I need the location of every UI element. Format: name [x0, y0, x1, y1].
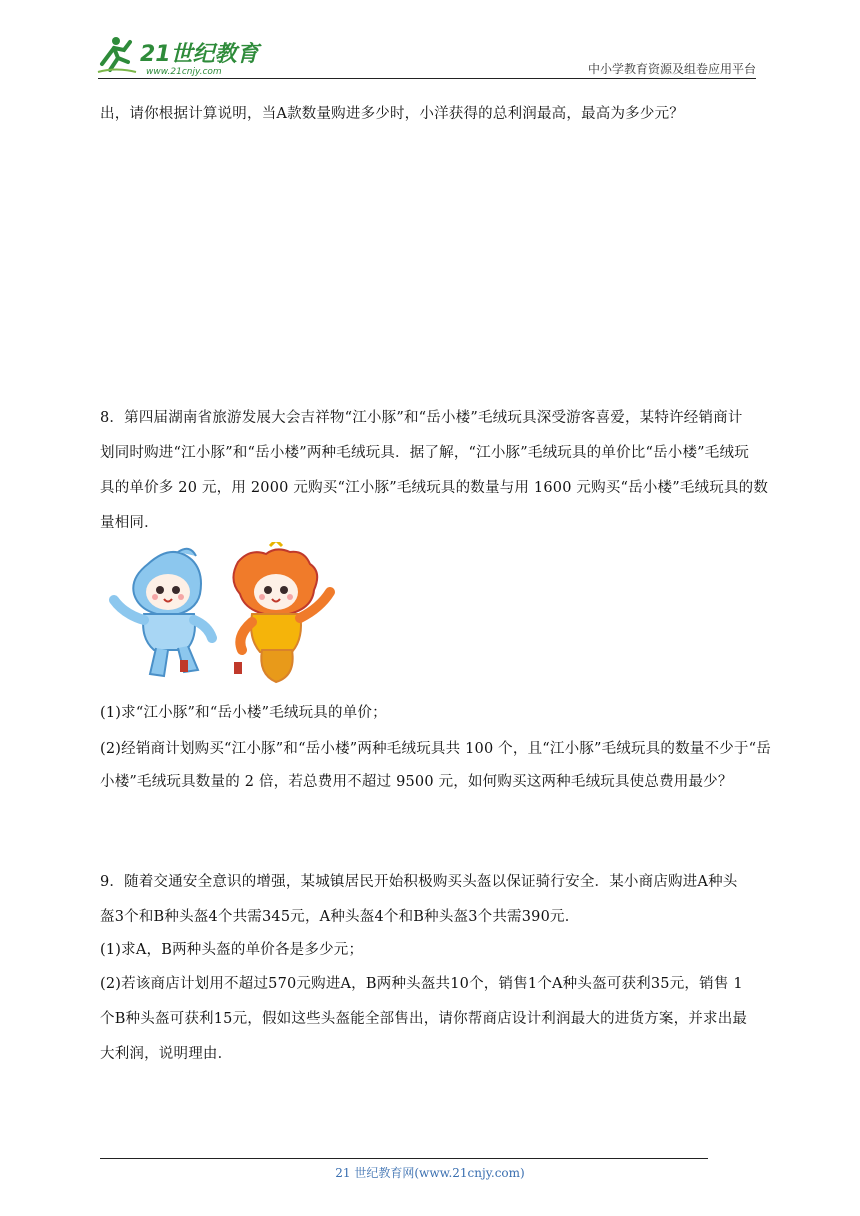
svg-text:www.21cnjy.com: www.21cnjy.com: [146, 67, 222, 77]
q8-line4: 量相同．: [100, 515, 159, 531]
svg-text:21世纪教育: 21世纪教育: [140, 42, 259, 67]
q8-line1: 8．第四届湖南省旅游发展大会吉祥物“江小豚”和“岳小楼”毛绒玩具深受游客喜爱，某特许经销商计: [100, 410, 743, 426]
footer-text[interactable]: 21 世纪教育网(www.21cnjy.com): [335, 1166, 525, 1180]
q8-line3: 具的单价多 20 元，用 2000 元购买“江小豚”毛绒玩具的数量与用 1600 元购买“岳小楼”毛绒玩具的数: [100, 480, 769, 496]
platform-name: 中小学教育资源及组卷应用平台: [587, 62, 756, 76]
q8-part1: (1)求“江小豚”和“岳小楼”毛绒玩具的单价；: [100, 705, 387, 721]
q9-part1: (1)求A，B两种头盔的单价各是多少元；: [100, 942, 364, 958]
mascot-image: [100, 542, 345, 692]
q8-part2-line1: (2)经销商计划购买“江小豚”和“岳小楼”两种毛绒玩具共 100 个，且“江小豚”毛绒玩具的数量不少于“岳: [100, 741, 771, 757]
q8-part2-line2: 小楼”毛绒玩具数量的 2 倍，若总费用不超过 9500 元，如何购买这两种毛绒玩具使总费用最少？: [100, 774, 733, 790]
q7-tail: 出，请你根据计算说明，当A款数量购进多少时，小洋获得的总利润最高，最高为多少元？: [100, 106, 684, 122]
yuexiaolou-mascot: [233, 542, 330, 682]
q8-line2: 划同时购进“江小豚”和“岳小楼”两种毛绒玩具．据了解，“江小豚”毛绒玩具的单价比“岳小楼”毛绒玩: [100, 445, 749, 461]
q9-line1: 9．随着交通安全意识的增强，某城镇居民开始积极购买头盔以保证骑行安全．某小商店购进A种头: [100, 874, 738, 890]
footer-divider: [100, 1158, 708, 1159]
header-divider: [98, 78, 756, 79]
q9-part2-line2: 个B种头盔可获利15元，假如这些头盔能全部售出，请你帮商店设计利润最大的进货方案，并求出最: [100, 1011, 748, 1027]
jiangxiaotun-mascot: [114, 549, 212, 676]
footer-link[interactable]: [0, 1164, 860, 1181]
q9-line2: 盔3个和B种头盔4个共需345元，A种头盔4个和B种头盔3个共需390元．: [100, 909, 580, 925]
site-logo[interactable]: [96, 34, 266, 78]
q9-part2-line1: (2)若该商店计划用不超过570元购进A，B两种头盔共10个，销售1个A种头盔可获利35元，销售 1: [100, 976, 743, 992]
q9-part2-line3: 大利润，说明理由．: [100, 1046, 233, 1062]
